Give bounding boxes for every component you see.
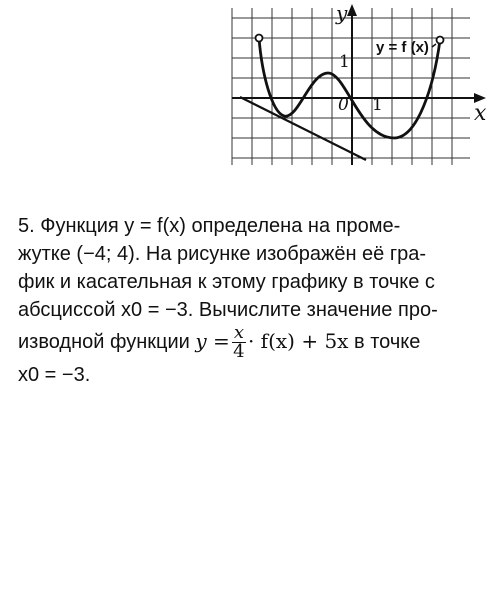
formula-fraction: $\frac{x}{4}$ [233,322,245,362]
y-axis [347,4,357,165]
left-endpoint-open-circle [256,35,263,42]
formula-rhs: · f(x) + 5x [247,328,349,353]
problem-line-4: абсциссой x0 = −3. Вычислите значение про- [18,299,438,321]
x-tick-label: 1 [372,95,383,115]
right-endpoint-open-circle [437,37,444,44]
problem-line-2: жутке (−4; 4). На рисунке изображён её гра- [18,243,427,265]
problem-text [18,212,488,389]
origin-label: 0 [338,95,349,115]
label-leader-line [432,44,436,47]
problem-line-3: фик и касательная к этому графику в точке с [18,271,435,293]
problem-line-6: x0 = −3. [18,364,91,386]
problem-line-1: 5. Функция y = f(x) определена на проме- [18,215,401,237]
function-graph-figure [0,0,495,190]
problem-line-5: изводной функции y = $\frac{x}{4}$ · f(x) + 5x в точке [18,322,421,362]
y-axis-label: y [336,1,348,25]
problem-number: 5. [18,215,35,237]
x-axis-label: x [474,101,487,126]
y-tick-label: 1 [339,52,350,72]
formula-lhs: y = [195,328,230,353]
curve-label: y = f (x) [376,39,429,56]
